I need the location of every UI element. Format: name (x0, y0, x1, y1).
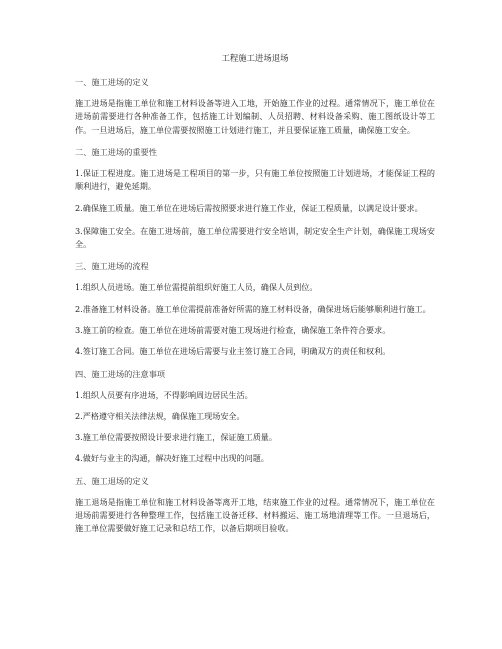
section-5-paragraph-1: 施工退场是指施工单位和施工材料设备等离开工地，结束施工作业的过程。通常情况下，施工单位在退场前需要进行各种整理工作，包括施工设备迁移、材料搬运、施工场地清理等工作。一旦退场后，施工单位需要做好施工记录和总结工作，以备后期项目验收。 (75, 496, 435, 534)
section-4-paragraph-3: 3.施工单位需要按照设计要求进行施工，保证施工质量。 (75, 432, 277, 443)
document-title: 工程施工进场退场 (221, 53, 289, 63)
section-2-paragraph-2: 2.确保施工质量。施工单位在进场后需按照要求进行施工作业，保证工程质量，以满足设计要求。 (75, 203, 423, 214)
section-heading-1: 一、施工进场的定义 (75, 77, 149, 87)
section-1-paragraph-1: 施工进场是指施工单位和施工材料设备等进入工地，开始施工作业的过程。通常情况下，施工单位在进场前需要进行各种准备工作，包括施工计划编制、人员招聘、材料设备采购、施工图纸设计等工作。一旦进场后，施工单位需要按照施工计划进行施工，并且要保证施工质量，确保施工安全。 (75, 98, 435, 135)
section-2-paragraph-1: 1.保证工程进度。施工进场是工程项目的第一步，只有施工单位按照施工计划进场，才能保证工程的顺利进行，避免延期。 (75, 167, 435, 192)
section-3-paragraph-1: 1.组织人员进场。施工单位需提前组织好施工人员，确保人员到位。 (75, 282, 318, 293)
section-4-paragraph-2: 2.严格遵守相关法律法规，确保施工现场安全。 (75, 410, 245, 421)
document-body (75, 52, 435, 545)
section-3-paragraph-4: 4.签订施工合同。施工单位在进场后需要与业主签订施工合同，明确双方的责任和权利。 (75, 346, 391, 357)
section-heading-4: 四、施工进场的注意事项 (75, 368, 166, 379)
section-heading-5: 五、施工退场的定义 (75, 475, 149, 486)
section-4-paragraph-4: 4.做好与业主的沟通，解决好施工过程中出现的问题。 (75, 453, 269, 464)
section-4-paragraph-1: 1.组织人员要有序进场，不得影响周边居民生活。 (75, 389, 253, 400)
section-3-paragraph-3: 3.施工前的检查。施工单位在进场前需要对施工现场进行检查，确保施工条件符合要求。 (75, 324, 391, 335)
section-2-paragraph-3: 3.保障施工安全。在施工进场前，施工单位需要进行安全培训，制定安全生产计划，确保施工现场安全。 (75, 225, 435, 250)
section-heading-3: 三、施工进场的流程 (75, 261, 149, 272)
section-3-paragraph-2: 2.准备施工材料设备。施工单位需提前准备好所需的施工材料设备，确保进场后能够顺利进行施工。 (75, 303, 431, 314)
section-heading-2: 二、施工进场的重要性 (75, 146, 157, 157)
